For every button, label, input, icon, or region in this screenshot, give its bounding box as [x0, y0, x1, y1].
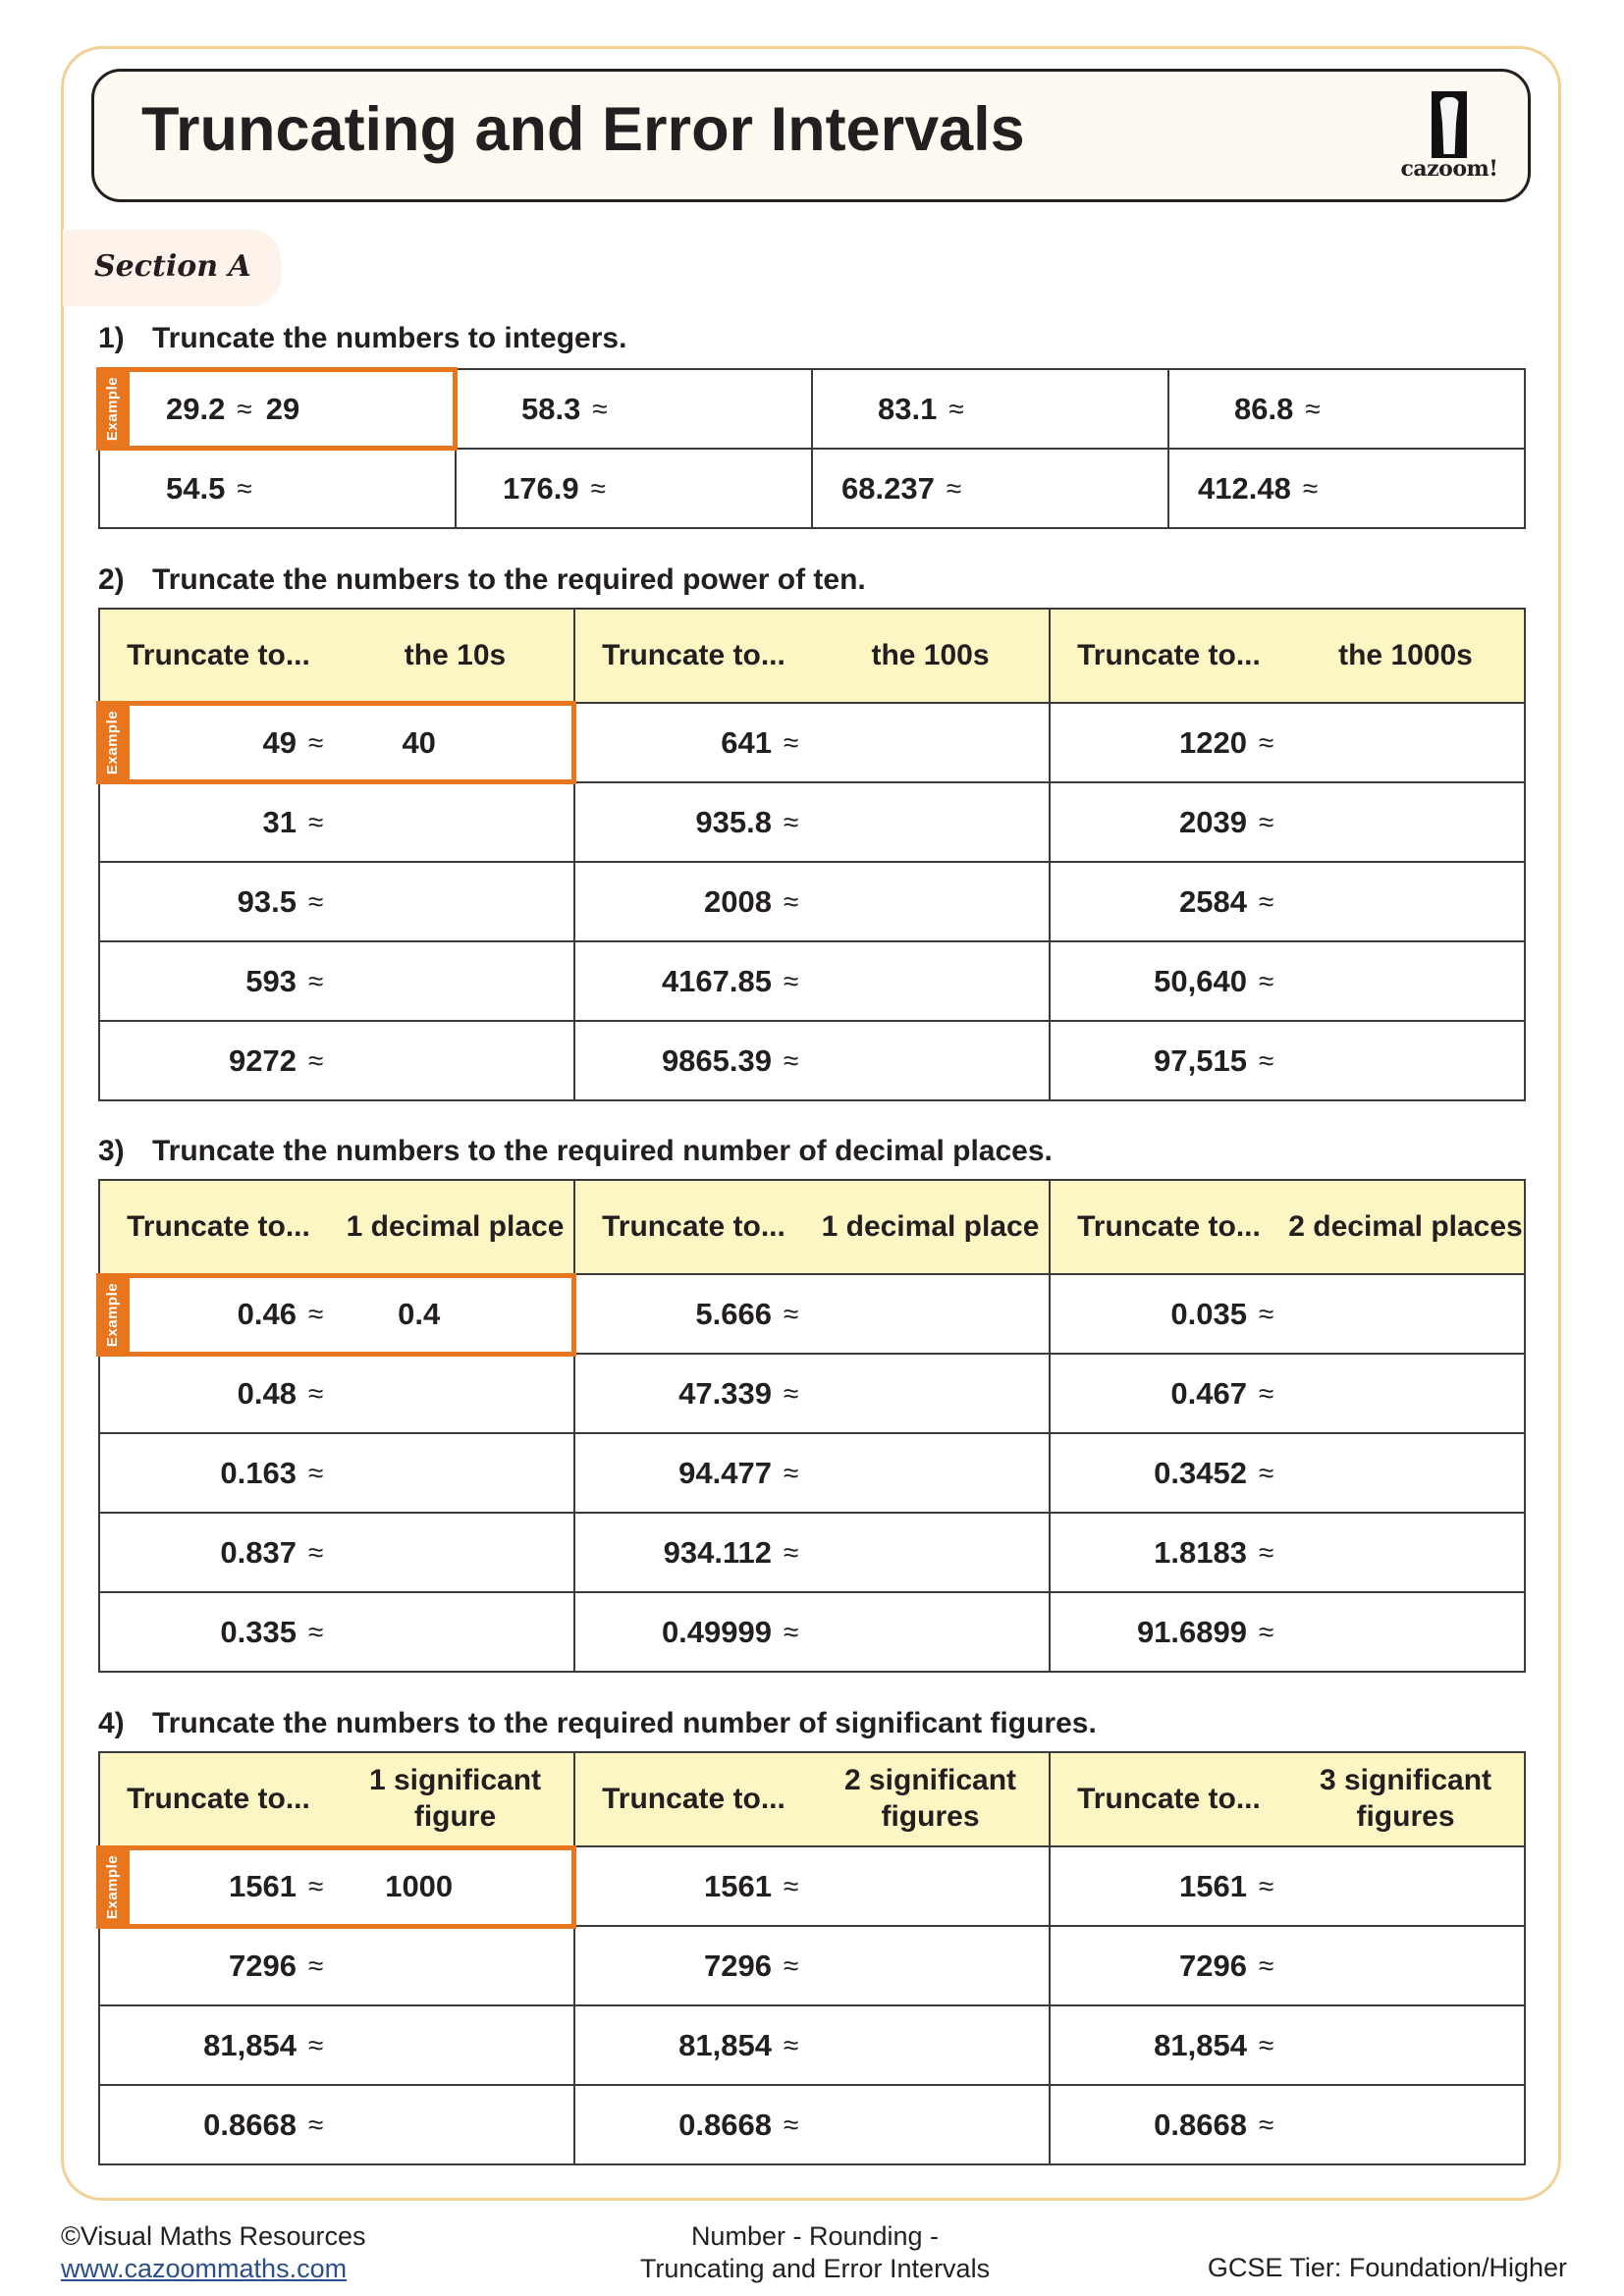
question-2-table: [98, 608, 1526, 1101]
question-1-prompt: [98, 322, 626, 355]
answer-cell[interactable]: 935.8 ≈: [574, 782, 1050, 862]
drum-icon: [1432, 91, 1467, 158]
column-header: Truncate to... 1 significant figure: [99, 1752, 574, 1846]
answer-cell[interactable]: 1.8183 ≈: [1050, 1513, 1525, 1592]
answer-cell[interactable]: 1561 ≈: [1050, 1846, 1525, 1926]
example-answer: 1000: [385, 1868, 454, 1903]
table-header-row: [99, 1180, 1525, 1274]
section-badge: [63, 230, 281, 306]
answer-cell[interactable]: 1220 ≈: [1050, 703, 1525, 782]
column-header: Truncate to... the 1000s: [1050, 609, 1525, 703]
column-header: Truncate to... 1 decimal place: [99, 1180, 574, 1274]
website-link[interactable]: www.cazoommaths.com: [61, 2254, 348, 2283]
page-title: Truncating and Error Intervals: [141, 95, 1025, 164]
table-row: [99, 941, 1525, 1021]
answer-cell[interactable]: 1561 ≈ 1000: [99, 1846, 574, 1926]
answer-cell[interactable]: 641 ≈: [574, 703, 1050, 782]
copyright-text: ©Visual Maths Resources: [61, 2221, 366, 2251]
example-tag: Example: [96, 367, 130, 451]
table-row: [99, 1433, 1525, 1513]
answer-cell[interactable]: 97,515 ≈: [1050, 1021, 1525, 1100]
answer-cell[interactable]: 68.237 ≈: [812, 449, 1168, 528]
title-banner: [91, 69, 1531, 202]
example-tag: Example: [96, 701, 130, 784]
answer-cell[interactable]: 91.6899 ≈: [1050, 1592, 1525, 1672]
topic-line-2: Truncating and Error Intervals: [639, 2254, 991, 2283]
example-tag: Example: [96, 1845, 130, 1929]
table-row: [99, 369, 1525, 449]
table-row: [99, 449, 1525, 528]
answer-cell[interactable]: 7296 ≈: [99, 1926, 574, 2005]
answer-cell[interactable]: 934.112 ≈: [574, 1513, 1050, 1592]
answer-cell[interactable]: 0.467 ≈: [1050, 1354, 1525, 1433]
answer-cell[interactable]: 412.48 ≈: [1168, 449, 1525, 528]
answer-cell[interactable]: 4167.85 ≈: [574, 941, 1050, 1021]
answer-cell[interactable]: 0.49999 ≈: [574, 1592, 1050, 1672]
question-4-prompt: 4) Truncate the numbers to the required number of significant figures.: [98, 1707, 1097, 1739]
answer-cell[interactable]: 94.477 ≈: [574, 1433, 1050, 1513]
footer-credits: [61, 2220, 366, 2285]
answer-cell[interactable]: 83.1 ≈: [812, 369, 1168, 449]
table-header-row: [99, 609, 1525, 703]
answer-cell[interactable]: 2584 ≈: [1050, 862, 1525, 941]
footer-topic: [550, 2220, 1080, 2285]
answer-cell[interactable]: 0.8668 ≈: [1050, 2085, 1525, 2164]
table-row: [99, 703, 1525, 782]
answer-cell[interactable]: 2039 ≈: [1050, 782, 1525, 862]
cazoom-logo: [1400, 91, 1498, 186]
answer-cell[interactable]: 2008 ≈: [574, 862, 1050, 941]
table-row: [99, 2005, 1525, 2085]
answer-cell[interactable]: 54.5 ≈: [99, 449, 456, 528]
column-header: Truncate to... 2 significant figures: [574, 1752, 1050, 1846]
answer-cell[interactable]: 81,854 ≈: [99, 2005, 574, 2085]
question-number: 1): [98, 322, 125, 354]
question-3-prompt: 3) Truncate the numbers to the required number of decimal places.: [98, 1135, 1053, 1167]
question-2-prompt: 2) Truncate the numbers to the required power of ten.: [98, 563, 866, 596]
table-row: [99, 1354, 1525, 1433]
question-1-table: [98, 368, 1526, 529]
section-label: Section A: [94, 249, 251, 284]
answer-cell[interactable]: 0.163 ≈: [99, 1433, 574, 1513]
table-row: [99, 1846, 1525, 1926]
answer-cell[interactable]: 9272 ≈: [99, 1021, 574, 1100]
answer-cell[interactable]: 0.8668 ≈: [574, 2085, 1050, 2164]
question-text: Truncate the numbers to integers.: [152, 322, 627, 354]
answer-cell[interactable]: 5.666 ≈: [574, 1274, 1050, 1354]
example-tag: Example: [96, 1273, 130, 1357]
table-row: [99, 862, 1525, 941]
answer-cell[interactable]: 9865.39 ≈: [574, 1021, 1050, 1100]
answer-cell[interactable]: 7296 ≈: [574, 1926, 1050, 2005]
question-3-table: [98, 1179, 1526, 1673]
answer-cell[interactable]: 81,854 ≈: [1050, 2005, 1525, 2085]
answer-cell[interactable]: 0.335 ≈: [99, 1592, 574, 1672]
column-header: Truncate to... 1 decimal place: [574, 1180, 1050, 1274]
logo-text: cazoom!: [1400, 156, 1498, 182]
column-header: Truncate to... 3 significant figures: [1050, 1752, 1525, 1846]
approx-symbol: ≈: [237, 393, 252, 424]
answer-cell[interactable]: 0.837 ≈: [99, 1513, 574, 1592]
table-row: [99, 1592, 1525, 1672]
answer-cell[interactable]: 0.035 ≈: [1050, 1274, 1525, 1354]
footer-tier: GCSE Tier: Foundation/Higher: [1207, 2253, 1567, 2282]
table-row: [99, 1513, 1525, 1592]
answer-cell[interactable]: 593 ≈: [99, 941, 574, 1021]
column-header: Truncate to... the 100s: [574, 609, 1050, 703]
answer-cell[interactable]: 0.3452 ≈: [1050, 1433, 1525, 1513]
table-row: [99, 782, 1525, 862]
answer-cell[interactable]: 0.8668 ≈: [99, 2085, 574, 2164]
answer-cell[interactable]: 0.48 ≈: [99, 1354, 574, 1433]
answer-cell[interactable]: 93.5 ≈: [99, 862, 574, 941]
table-row: [99, 1926, 1525, 2005]
answer-cell[interactable]: 31 ≈: [99, 782, 574, 862]
answer-cell[interactable]: 29.2 ≈ 29: [99, 369, 456, 449]
column-header: Truncate to... the 10s: [99, 609, 574, 703]
table-header-row: [99, 1752, 1525, 1846]
question-4-table: [98, 1751, 1526, 2165]
table-row: [99, 1274, 1525, 1354]
example-answer: 29: [265, 391, 300, 426]
answer-cell[interactable]: 176.9 ≈: [456, 449, 812, 528]
answer-cell[interactable]: 49 ≈ 40: [99, 703, 574, 782]
answer-cell[interactable]: 50,640 ≈: [1050, 941, 1525, 1021]
answer-cell[interactable]: 7296 ≈: [1050, 1926, 1525, 2005]
answer-cell[interactable]: 0.46 ≈ 0.4: [99, 1274, 574, 1354]
table-row: [99, 2085, 1525, 2164]
answer-cell[interactable]: 81,854 ≈: [574, 2005, 1050, 2085]
answer-cell[interactable]: 47.339 ≈: [574, 1354, 1050, 1433]
answer-cell[interactable]: 58.3 ≈: [456, 369, 812, 449]
answer-cell[interactable]: 86.8 ≈: [1168, 369, 1525, 449]
table-row: [99, 1021, 1525, 1100]
answer-cell[interactable]: 1561 ≈: [574, 1846, 1050, 1926]
topic-line-1: Number - Rounding -: [690, 2221, 940, 2251]
column-header: Truncate to... 2 decimal places: [1050, 1180, 1525, 1274]
example-answer: 40: [402, 724, 436, 760]
example-answer: 0.4: [398, 1296, 441, 1331]
